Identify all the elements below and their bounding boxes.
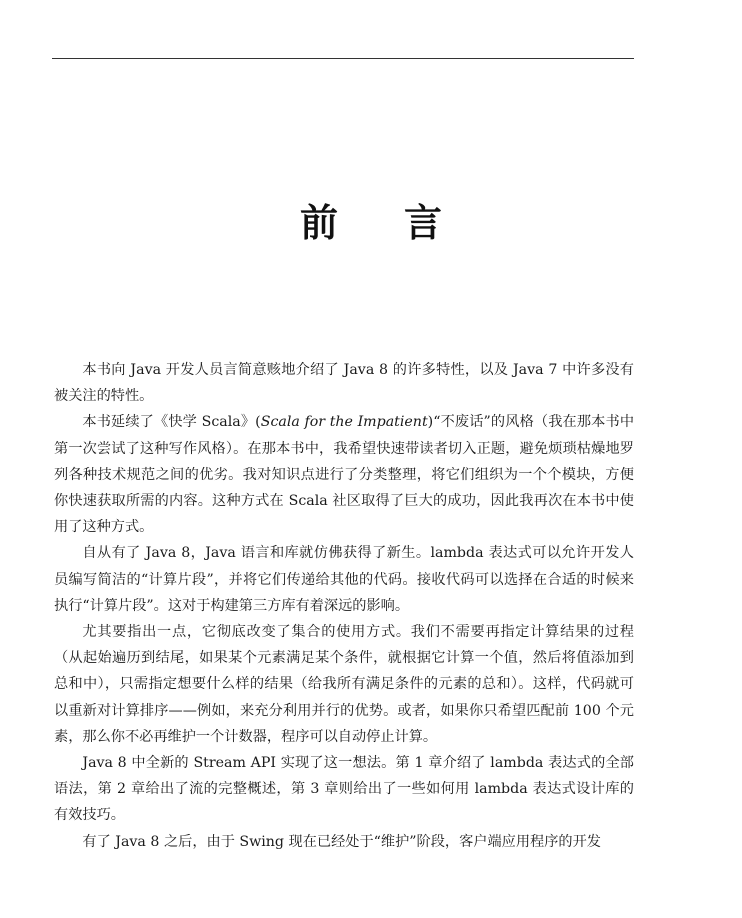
paragraph-2-after: )“不废话”的风格（我在那本书中第一次尝试了这种写作风格）。在那本书中，我希望快速带读者切入正题，避免烦琐枯燥地罗列各种技术规范之间的优劣。我对知识点进行了分类整理，将它们组织为一个个模块，方便你快速获取所需的内容。这种方式在 Scala 社区取得了巨大的成功，因此我再次在本书中使用了这种方式。 — [54, 414, 635, 536]
book-title-english: Scala for the Impatient — [260, 414, 428, 431]
chapter-title: 前言 — [299, 201, 508, 245]
paragraph-6: 有了 Java 8 之后，由于 Swing 现在已经处于“维护”阶段，客户端应用程序的开发 — [82, 833, 601, 850]
paragraph-5: Java 8 中全新的 Stream API 实现了这一想法。第 1 章介绍了 lambda 表达式的全部语法，第 2 章给出了流的完整概述，第 3 章则给出了一些如何用 lambda 表达式设计库的有效技巧。 — [54, 755, 634, 824]
paragraph-1: 本书向 Java 开发人员言简意赅地介绍了 Java 8 的许多特性，以及 Java 7 中许多没有被关注的特性。 — [54, 362, 634, 405]
body-text — [54, 357, 634, 855]
paragraph-2-before: 本书延续了《快学 Scala》( — [82, 414, 261, 431]
paragraph-3: 自从有了 Java 8，Java 语言和库就仿佛获得了新生。lambda 表达式可以允许开发人员编写简洁的“计算片段”，并将它们传递给其他的代码。接收代码可以选择在合适的时候来执行“计算片段”。这对于构建第三方库有着深远的影响。 — [54, 545, 634, 614]
header-rule — [52, 58, 634, 59]
paragraph-2 — [54, 409, 634, 540]
paragraph-4: 尤其要指出一点，它彻底改变了集合的使用方式。我们不需要再指定计算结果的过程（从起始遍历到结尾，如果某个元素满足某个条件，就根据它计算一个值，然后将值添加到总和中），只需指定想要什么样的结果（给我所有满足条件的元素的总和）。这样，代码就可以重新对计算排序——例如，来充分利用并行的优势。或者，如果你只希望匹配前 100 个元素，那么你不必再维护一个计数器，程序可以自动停止计算。 — [54, 624, 634, 745]
